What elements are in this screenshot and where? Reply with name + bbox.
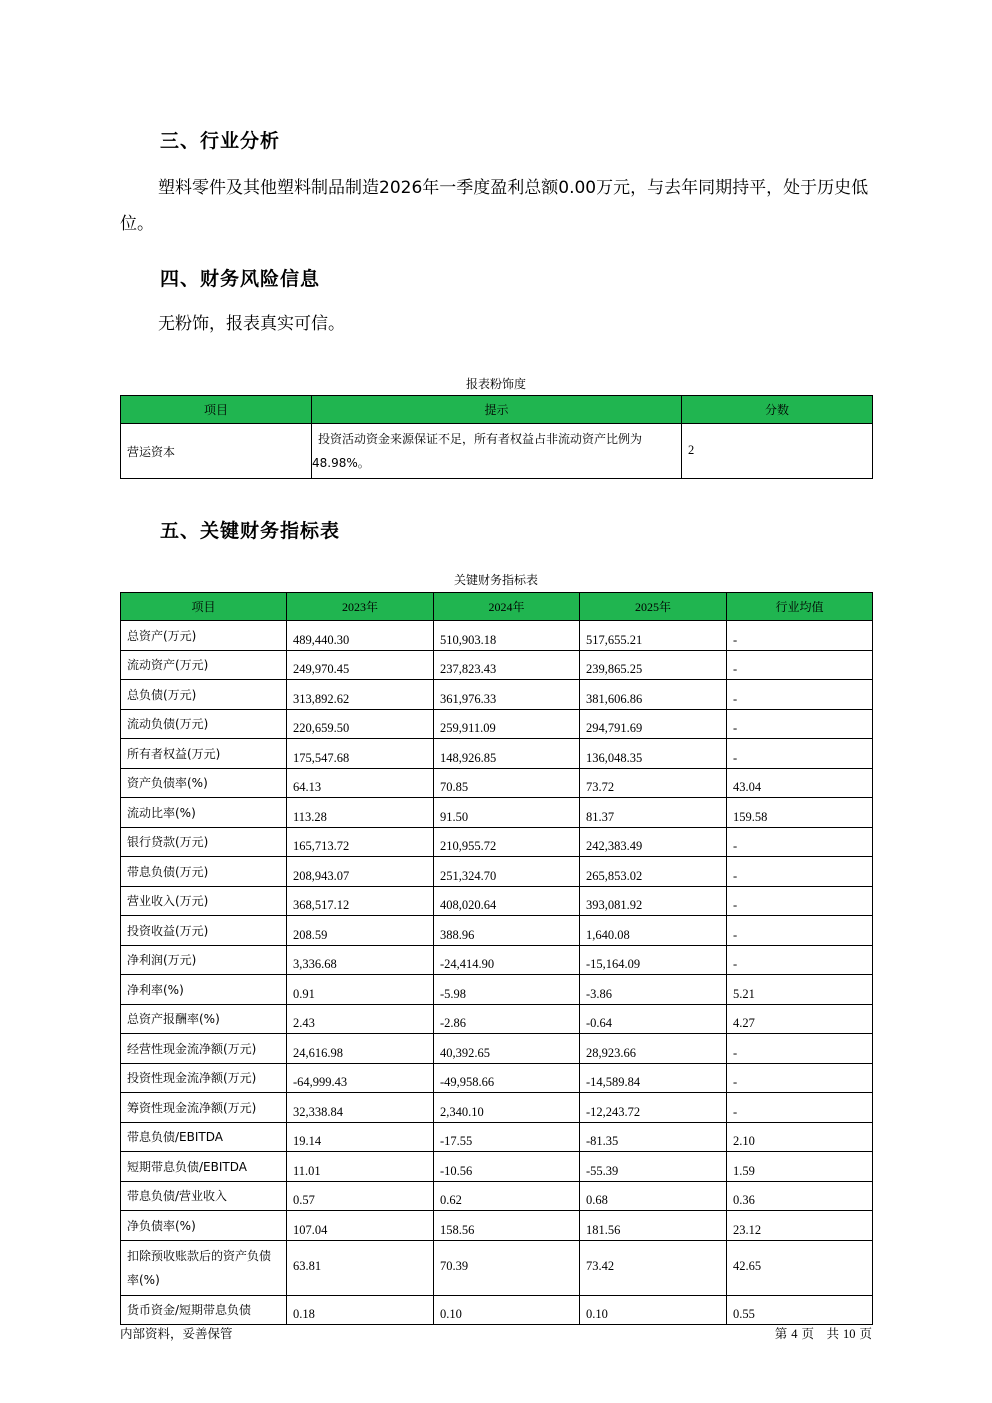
risk-header-score: 分数 — [682, 396, 873, 424]
kpi-value-cell: 5.21 — [727, 975, 873, 1005]
table-row — [121, 424, 873, 479]
kpi-value-cell: -49,958.66 — [434, 1063, 580, 1093]
kpi-value-cell: 158.56 — [434, 1211, 580, 1241]
table-row — [121, 1181, 873, 1211]
table-row — [121, 1034, 873, 1064]
kpi-value-cell: -3.86 — [580, 975, 727, 1005]
kpi-value-cell: 73.42 — [580, 1240, 727, 1295]
kpi-value-cell: 70.39 — [434, 1240, 580, 1295]
kpi-header-industry-avg: 行业均值 — [727, 593, 873, 621]
kpi-value-cell: -5.98 — [434, 975, 580, 1005]
table-row — [121, 798, 873, 828]
kpi-value-cell: 2.10 — [727, 1122, 873, 1152]
kpi-label-cell: 经营性现金流净额(万元) — [121, 1034, 287, 1064]
kpi-value-cell: - — [727, 680, 873, 710]
table-row — [121, 1063, 873, 1093]
kpi-value-cell: - — [727, 916, 873, 946]
table-row — [121, 650, 873, 680]
kpi-value-cell: - — [727, 739, 873, 769]
table-row — [121, 1152, 873, 1182]
kpi-value-cell: 0.57 — [287, 1181, 434, 1211]
kpi-value-cell: - — [727, 621, 873, 651]
kpi-value-cell: 40,392.65 — [434, 1034, 580, 1064]
kpi-label-cell: 扣除预收账款后的资产负债率(%) — [121, 1240, 287, 1295]
kpi-value-cell: 2.43 — [287, 1004, 434, 1034]
kpi-value-cell: - — [727, 1063, 873, 1093]
industry-paragraph: 塑料零件及其他塑料制品制造2026年一季度盈利总额0.00万元，与去年同期持平，处于历史低位。 — [120, 178, 869, 234]
kpi-label-cell: 流动负债(万元) — [121, 709, 287, 739]
kpi-value-cell: 249,970.45 — [287, 650, 434, 680]
table-row — [121, 768, 873, 798]
kpi-header-2023: 2023年 — [287, 593, 434, 621]
kpi-value-cell: - — [727, 1093, 873, 1123]
risk-table — [120, 395, 873, 479]
kpi-value-cell: 1.59 — [727, 1152, 873, 1182]
kpi-value-cell: 0.36 — [727, 1181, 873, 1211]
kpi-label-cell: 净利率(%) — [121, 975, 287, 1005]
risk-header-hint: 提示 — [312, 396, 682, 424]
section-heading-kpi: 五、关键财务指标表 — [160, 520, 341, 542]
kpi-value-cell: 239,865.25 — [580, 650, 727, 680]
section-heading-risk: 四、财务风险信息 — [160, 268, 321, 290]
table-row — [121, 1122, 873, 1152]
kpi-value-cell: -0.64 — [580, 1004, 727, 1034]
kpi-label-cell: 总资产报酬率(%) — [121, 1004, 287, 1034]
kpi-value-cell: 208,943.07 — [287, 857, 434, 887]
table-row — [121, 857, 873, 887]
risk-table-caption: 报表粉饰度 — [465, 377, 526, 391]
table-row — [121, 621, 873, 651]
kpi-value-cell: 259,911.09 — [434, 709, 580, 739]
kpi-value-cell: 489,440.30 — [287, 621, 434, 651]
table-row — [121, 945, 873, 975]
kpi-value-cell: 265,853.02 — [580, 857, 727, 887]
risk-hint-cell: 投资活动资金来源保证不足，所有者权益占非流动资产比例为48.98%。 — [312, 424, 682, 479]
kpi-value-cell: - — [727, 857, 873, 887]
kpi-value-cell: -15,164.09 — [580, 945, 727, 975]
kpi-value-cell: 11.01 — [287, 1152, 434, 1182]
table-row — [121, 827, 873, 857]
kpi-value-cell: 251,324.70 — [434, 857, 580, 887]
kpi-value-cell: 23.12 — [727, 1211, 873, 1241]
kpi-value-cell: 408,020.64 — [434, 886, 580, 916]
kpi-label-cell: 总负债(万元) — [121, 680, 287, 710]
risk-item-cell: 营运资本 — [121, 424, 312, 479]
table-row — [121, 975, 873, 1005]
kpi-value-cell: 510,903.18 — [434, 621, 580, 651]
kpi-value-cell: -2.86 — [434, 1004, 580, 1034]
kpi-value-cell: 107.04 — [287, 1211, 434, 1241]
kpi-label-cell: 带息负债/EBITDA — [121, 1122, 287, 1152]
kpi-value-cell: 208.59 — [287, 916, 434, 946]
kpi-value-cell: 313,892.62 — [287, 680, 434, 710]
risk-header-item: 项目 — [121, 396, 312, 424]
kpi-value-cell: -14,589.84 — [580, 1063, 727, 1093]
kpi-value-cell: 294,791.69 — [580, 709, 727, 739]
kpi-value-cell: 175,547.68 — [287, 739, 434, 769]
kpi-label-cell: 带息负债/营业收入 — [121, 1181, 287, 1211]
kpi-value-cell: 361,976.33 — [434, 680, 580, 710]
kpi-value-cell: 63.81 — [287, 1240, 434, 1295]
kpi-label-cell: 短期带息负债/EBITDA — [121, 1152, 287, 1182]
kpi-value-cell: -24,414.90 — [434, 945, 580, 975]
kpi-value-cell: 242,383.49 — [580, 827, 727, 857]
kpi-header-2025: 2025年 — [580, 593, 727, 621]
kpi-value-cell: 237,823.43 — [434, 650, 580, 680]
kpi-value-cell: 0.18 — [287, 1295, 434, 1325]
kpi-label-cell: 筹资性现金流净额(万元) — [121, 1093, 287, 1123]
kpi-value-cell: 0.55 — [727, 1295, 873, 1325]
kpi-table-caption: 关键财务指标表 — [453, 573, 538, 587]
kpi-value-cell: 0.10 — [580, 1295, 727, 1325]
kpi-label-cell: 投资性现金流净额(万元) — [121, 1063, 287, 1093]
kpi-value-cell: 517,655.21 — [580, 621, 727, 651]
table-row — [121, 1295, 873, 1325]
table-row — [121, 680, 873, 710]
kpi-value-cell: 210,955.72 — [434, 827, 580, 857]
kpi-value-cell: 159.58 — [727, 798, 873, 828]
table-row — [121, 739, 873, 769]
kpi-value-cell: 1,640.08 — [580, 916, 727, 946]
kpi-value-cell: 220,659.50 — [287, 709, 434, 739]
kpi-value-cell: 0.62 — [434, 1181, 580, 1211]
kpi-header-2024: 2024年 — [434, 593, 580, 621]
kpi-value-cell: 148,926.85 — [434, 739, 580, 769]
kpi-value-cell: - — [727, 709, 873, 739]
kpi-value-cell: 181.56 — [580, 1211, 727, 1241]
kpi-label-cell: 净负债率(%) — [121, 1211, 287, 1241]
kpi-value-cell: -12,243.72 — [580, 1093, 727, 1123]
risk-paragraph: 无粉饰，报表真实可信。 — [158, 314, 345, 334]
table-row — [121, 1093, 873, 1123]
kpi-label-cell: 总资产(万元) — [121, 621, 287, 651]
kpi-label-cell: 投资收益(万元) — [121, 916, 287, 946]
kpi-value-cell: 3,336.68 — [287, 945, 434, 975]
kpi-value-cell: 388.96 — [434, 916, 580, 946]
kpi-value-cell: 0.10 — [434, 1295, 580, 1325]
kpi-value-cell: 4.27 — [727, 1004, 873, 1034]
table-row — [121, 709, 873, 739]
kpi-value-cell: 165,713.72 — [287, 827, 434, 857]
table-row — [121, 886, 873, 916]
kpi-value-cell: 32,338.84 — [287, 1093, 434, 1123]
kpi-value-cell: 19.14 — [287, 1122, 434, 1152]
kpi-label-cell: 资产负债率(%) — [121, 768, 287, 798]
kpi-table-header-row — [121, 593, 873, 621]
kpi-label-cell: 货币资金/短期带息负债 — [121, 1295, 287, 1325]
kpi-label-cell: 流动资产(万元) — [121, 650, 287, 680]
risk-score-cell: 2 — [682, 424, 873, 479]
kpi-value-cell: 64.13 — [287, 768, 434, 798]
footer-page-number: 第 4 页 共 10 页 — [774, 1326, 872, 1341]
section-heading-industry: 三、行业分析 — [160, 130, 281, 152]
footer-confidential: 内部资料，妥善保管 — [120, 1326, 233, 1341]
kpi-value-cell: 2,340.10 — [434, 1093, 580, 1123]
kpi-label-cell: 带息负债(万元) — [121, 857, 287, 887]
kpi-value-cell: 136,048.35 — [580, 739, 727, 769]
kpi-value-cell: 113.28 — [287, 798, 434, 828]
kpi-value-cell: - — [727, 1034, 873, 1064]
kpi-label-cell: 营业收入(万元) — [121, 886, 287, 916]
kpi-value-cell: -81.35 — [580, 1122, 727, 1152]
kpi-value-cell: - — [727, 650, 873, 680]
kpi-value-cell: -55.39 — [580, 1152, 727, 1182]
kpi-value-cell: - — [727, 827, 873, 857]
kpi-value-cell: - — [727, 945, 873, 975]
kpi-value-cell: 381,606.86 — [580, 680, 727, 710]
kpi-table — [120, 592, 873, 1325]
kpi-label-cell: 所有者权益(万元) — [121, 739, 287, 769]
risk-table-header-row — [121, 396, 873, 424]
kpi-value-cell: -17.55 — [434, 1122, 580, 1152]
kpi-value-cell: 43.04 — [727, 768, 873, 798]
kpi-value-cell: 0.91 — [287, 975, 434, 1005]
kpi-value-cell: 70.85 — [434, 768, 580, 798]
table-row — [121, 916, 873, 946]
kpi-label-cell: 银行贷款(万元) — [121, 827, 287, 857]
kpi-value-cell: 0.68 — [580, 1181, 727, 1211]
kpi-value-cell: -64,999.43 — [287, 1063, 434, 1093]
kpi-value-cell: 73.72 — [580, 768, 727, 798]
kpi-value-cell: 91.50 — [434, 798, 580, 828]
kpi-value-cell: 28,923.66 — [580, 1034, 727, 1064]
kpi-value-cell: 42.65 — [727, 1240, 873, 1295]
kpi-value-cell: 393,081.92 — [580, 886, 727, 916]
table-row — [121, 1004, 873, 1034]
kpi-value-cell: 81.37 — [580, 798, 727, 828]
kpi-header-item: 项目 — [121, 593, 287, 621]
table-row — [121, 1211, 873, 1241]
kpi-value-cell: - — [727, 886, 873, 916]
kpi-value-cell: 368,517.12 — [287, 886, 434, 916]
table-row — [121, 1240, 873, 1295]
kpi-value-cell: -10.56 — [434, 1152, 580, 1182]
kpi-label-cell: 净利润(万元) — [121, 945, 287, 975]
kpi-label-cell: 流动比率(%) — [121, 798, 287, 828]
kpi-value-cell: 24,616.98 — [287, 1034, 434, 1064]
